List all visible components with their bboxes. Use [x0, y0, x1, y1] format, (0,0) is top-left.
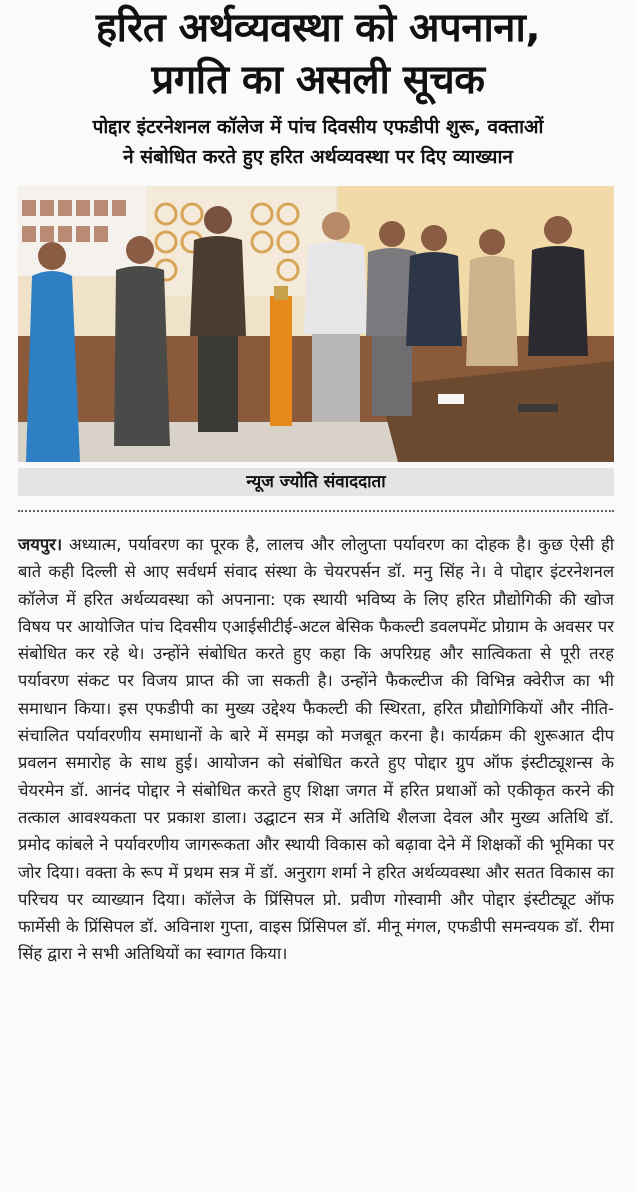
article-text: अध्यात्म, पर्यावरण का पूरक है, लालच और लोलुप्ता पर्यावरण का दोहक है। कुछ ऐसी ही बाते कही दिल्ली से आए सर्वधर्म संवाद संस्था के चेयरपर्सन डॉ. मनु सिंह ने। वे पोद्दार इंटरनेशनल कॉलेज में हरित अर्थव्यवस्था को अपनाना: एक स्थायी भविष्य के लिए हरित प्रौद्योगिकी की खोज विषय पर आयोजित पांच दिवसीय एआईसीटीई-अटल बेसिक फैकल्टी डवलपमेंट प्रोग्राम के अवसर पर संबोधित कर रहे थे। उन्होंने संबोधित करते हुए कहा कि अपरिग्रह और सात्विकता से पूरी तरह पर्यावरण संकट पर विजय प्राप्त की जा सकती है। उन्होंने फैकल्टीज की विभिन्न क्वेरीज का भी समाधान किया। इस एफडीपी का मुख्य उद्देश्य फैकल्टी की स्थिरता, हरित प्रौद्योगिकियों और नीति-संचालित पर्यावरणीय समाधानों के बारे में समझ को मजबूत करना है। कार्यक्रम की शुरूआत दीप प्रवलन समारोह के साथ हुई। आयोजन को संबोधित करते हुए पोद्दार ग्रुप ऑफ इंस्टीट्यूशन्स के चेयरमेन डॉ. आनंद पोद्दार ने संबोधित करते हुए शिक्षा जगत में हरित प्रथाओं को एकीकृत करने की तत्काल आवश्यकता पर प्रकाश डाला। उद्घाटन सत्र में अतिथि शैलजा देवल और मुख्य अतिथि डॉ. प्रमोद कांबले ने पर्यावरणीय जागरूकता और स्थायी विकास को बढ़ावा देने में शिक्षकों की भूमिका पर जोर दिया। वक्ता के रूप में प्रथम सत्र में डॉ. अनुराग शर्मा ने हरित अर्थव्यवस्था और सतत विकास का परिचय पर व्याख्यान दिया। कॉलेज के प्रिंसिपल प्रो. प्रवीण गोस्वामी और पोद्दार इंस्टीट्यूट ऑफ फार्मेसी के प्रिंसिपल डॉ. अविनाश गुप्ता, वाइस प्रिंसिपल डॉ. मीनू मंगल, एफडीपी समन्वयक डॉ. रीमा सिंह द्वारा ने सभी अतिथियों का स्वागत किया।: [18, 535, 614, 964]
headline-line-1: हरित अर्थव्यवस्था को अपनाना,: [95, 5, 541, 51]
subheadline: [10, 112, 626, 172]
next-article-cutoff: [18, 1184, 614, 1192]
byline: न्यूज ज्योति संवाददाता: [18, 468, 614, 496]
dateline: जयपुर।: [18, 535, 63, 554]
event-photo: [18, 186, 614, 462]
subheadline-line-1: पोद्दार इंटरनेशनल कॉलेज में पांच दिवसीय एफडीपी शुरू, वक्ताओं: [92, 116, 544, 138]
subheadline-line-2: ने संबोधित करते हुए हरित अर्थव्यवस्था पर दिए व्याख्यान: [123, 146, 513, 168]
headline-line-2: प्रगति का असली सूचक: [151, 57, 485, 103]
headline: [10, 2, 626, 106]
event-photo-illustration: [18, 186, 614, 462]
article-body: [18, 531, 614, 968]
divider: [18, 510, 614, 512]
